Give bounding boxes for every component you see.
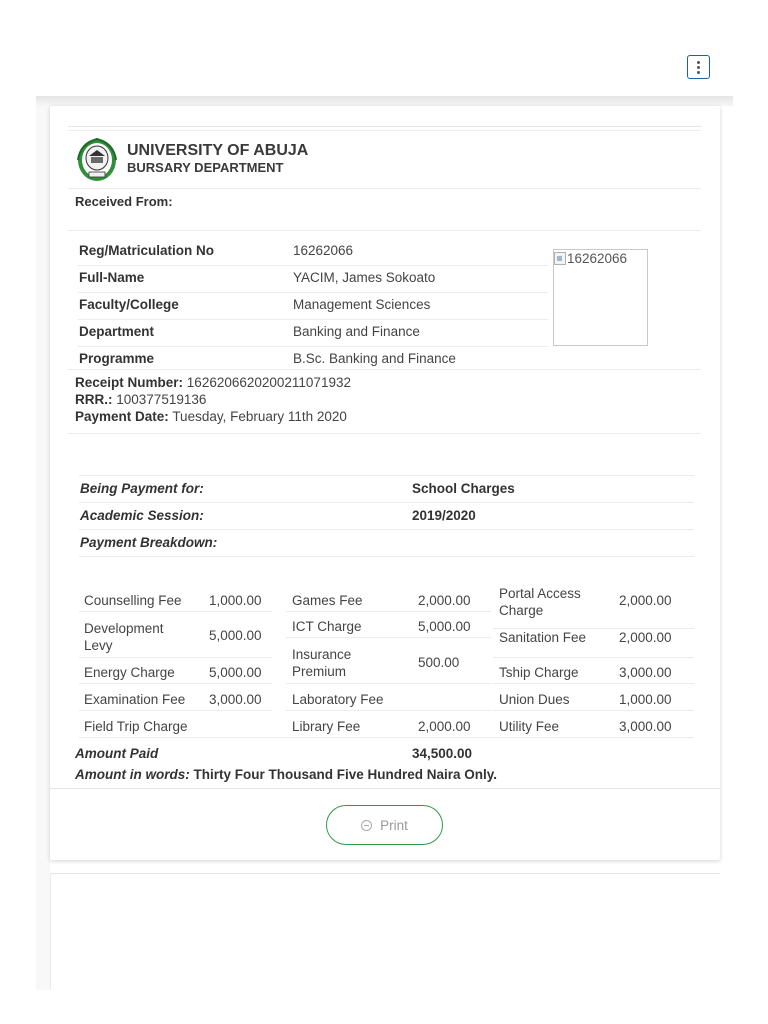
rrr-number: 100377519136 [116, 392, 207, 407]
table-row: Reg/Matriculation No 16262066 [78, 239, 548, 266]
table-row: Being Payment for: School Charges [79, 476, 694, 503]
received-from-label: Received From: [75, 194, 173, 209]
left-shade [36, 106, 50, 990]
table-row: Faculty/College Management Sciences [78, 293, 548, 320]
table-row: Department Banking and Finance [78, 320, 548, 347]
secondary-card [50, 873, 720, 990]
receipt-number: 1626206620200211071932 [186, 375, 351, 390]
amount-paid-value: 34,500.00 [412, 746, 473, 761]
department-name: BURSARY DEPARTMENT [127, 160, 284, 175]
table-row: Programme B.Sc. Banking and Finance [79, 351, 456, 366]
broken-image-icon [554, 252, 566, 265]
print-icon [361, 820, 372, 831]
print-button[interactable]: Print [326, 805, 443, 845]
receipt-card: UNIVERSITY OF ABUJA BURSARY DEPARTMENT Received From: Reg/Matriculation No 16262066 Full-Name YACIM, James Sokoato Faculty/College Management Sciences Department Banking and Finance Programme B.Sc. Banking and Finance 16262066 Receipt Number: 1626206620200211071932 RRR.: 100377519136 Payment Date: Tuesday, February 11th 2020 Being Payment for: School Charges Academic Session: 2019/2020 Payment Breakdown: Counselling Fee 1,000.00 Development Levy 5,000.00 Energy Charge 5,000.00 Examination Fee 3,000.00 Field Trip Charge Games Fee 2,000.00 ICT Charge 5,000.00 Insurance Premium 500.00 Laboratory Fee Library Fee 2,000.00 Portal Access Charge 2,000.00 Sanitation Fee 2,000.00 Tship Charge 3,000.00 Union Dues 1,000.00 Utility Fee 3,000.00 Amount Paid 34,500.00 Amount in words: Thirty Four Thousand Five Hundred Naira Only. Print [50, 106, 720, 860]
university-logo-icon [76, 136, 118, 182]
receipt-header [76, 134, 308, 184]
table-row: Payment Breakdown: [79, 530, 694, 557]
university-name: UNIVERSITY OF ABUJA [127, 142, 309, 159]
student-photo: 16262066 [553, 249, 648, 346]
table-row: Full-Name YACIM, James Sokoato [78, 266, 548, 293]
payment-date: Tuesday, February 11th 2020 [172, 409, 347, 424]
fee-breakdown: Counselling Fee 1,000.00 Development Levy 5,000.00 Energy Charge 5,000.00 Examination Fee 3,000.00 Field Trip Charge Games Fee 2,000.00 ICT Charge 5,000.00 Insurance Premium 500.00 Laboratory Fee Library Fee 2,000.00 Portal Access Charge 2,000.00 Sanitation Fee 2,000.00 Tship Charge 3,000.00 Union Dues 1,000.00 Utility Fee 3,000.00 [79, 584, 694, 738]
header-shadow-band [36, 96, 733, 106]
receipt-meta: Receipt Number: 1626206620200211071932 RRR.: 100377519136 Payment Date: Tuesday, February 11th 2020 [75, 375, 351, 424]
vertical-dots-icon [697, 61, 700, 64]
table-row: Academic Session: 2019/2020 [79, 503, 694, 530]
more-options-button[interactable] [687, 55, 710, 79]
amount-in-words: Amount in words: Thirty Four Thousand Five Hundred Naira Only. [75, 767, 498, 782]
